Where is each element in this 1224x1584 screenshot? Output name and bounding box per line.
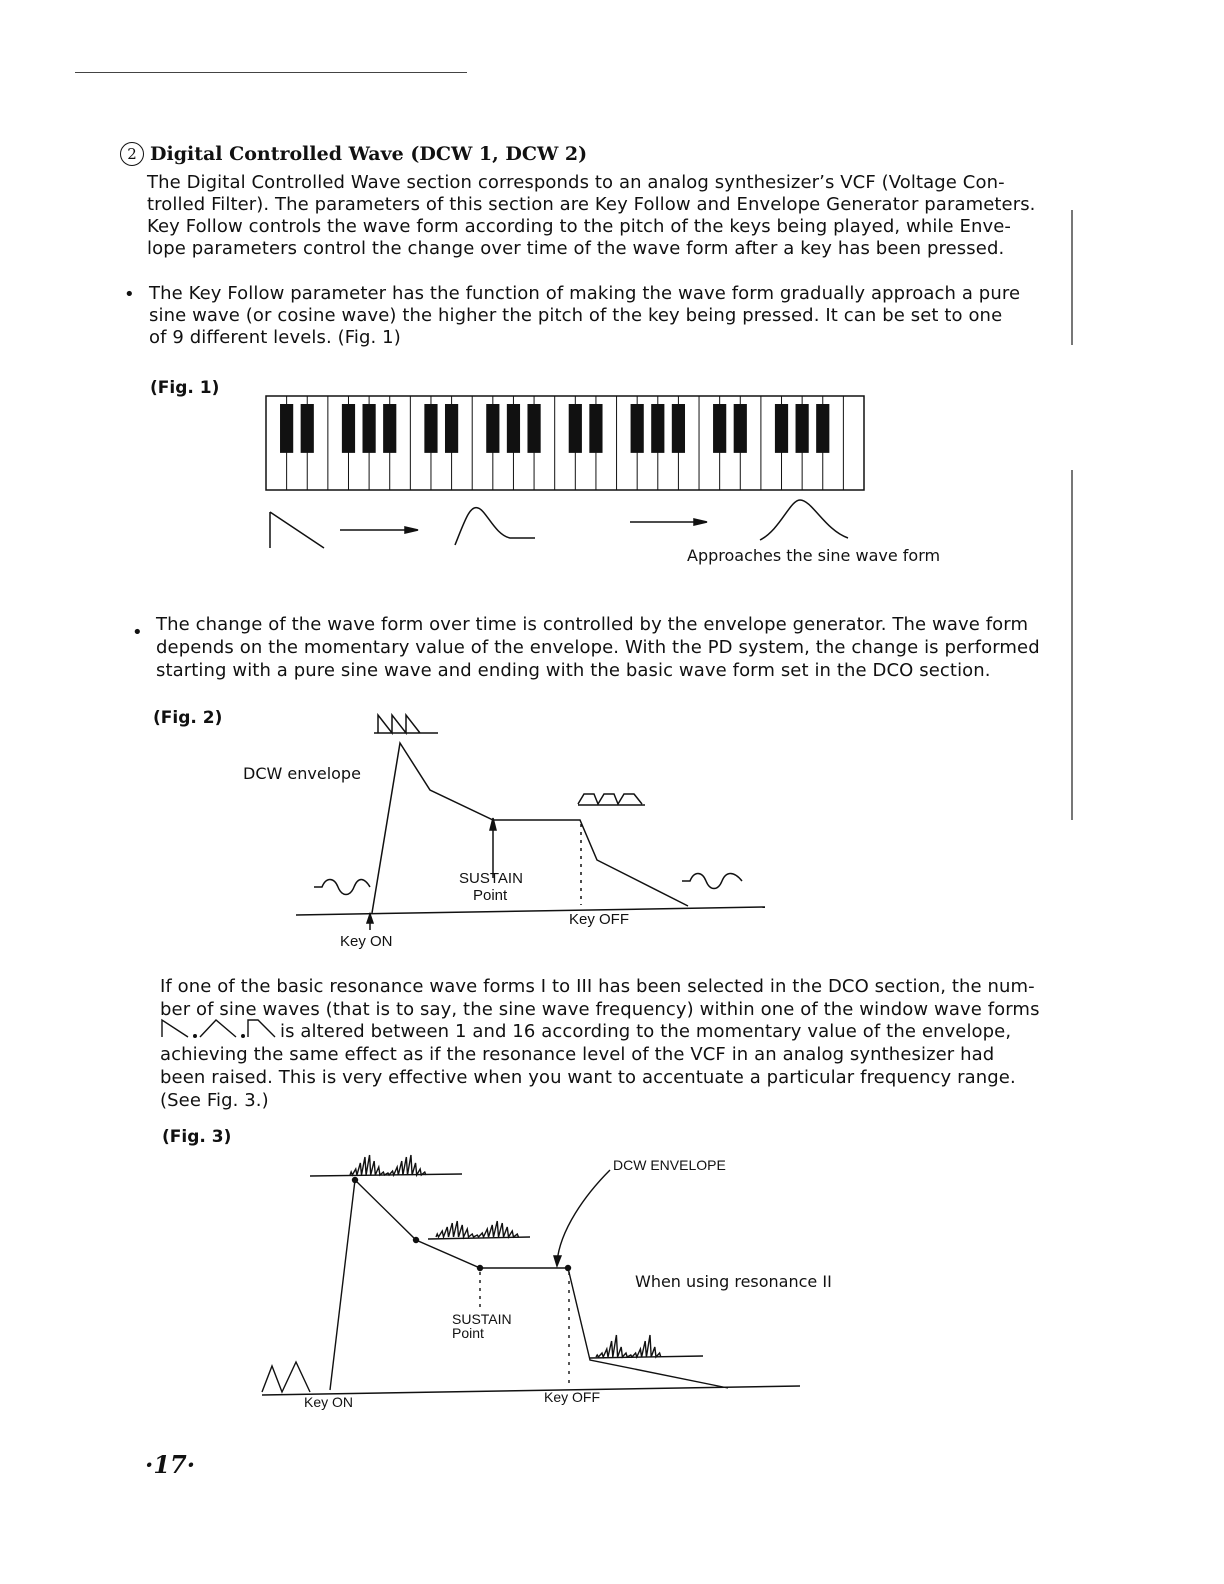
text-line: The Key Follow parameter has the function of making the wave form gradually approach a pure	[149, 283, 1021, 304]
black-key	[672, 404, 685, 453]
key-off-label: Key OFF	[544, 1389, 601, 1405]
black-key	[383, 404, 396, 453]
key-off-label: Key OFF	[569, 911, 630, 928]
sustain-label: SUSTAIN	[452, 1311, 512, 1327]
resonance-baseline	[428, 1237, 530, 1239]
page-number: ·17·	[145, 1450, 196, 1479]
sine-icon	[314, 880, 370, 895]
keyboard-frame	[266, 396, 864, 490]
figure-label: (Fig. 2)	[153, 708, 223, 728]
text-line: is altered between 1 and 16 according to the momentary value of the envelope,	[280, 1021, 1012, 1042]
text-line: been raised. This is very effective when you want to accentuate a particular frequency range.	[160, 1067, 1016, 1088]
window-wave-icon	[162, 1020, 188, 1037]
black-key	[589, 404, 602, 453]
sawtooth-icon	[374, 715, 438, 733]
fig1-caption: Approaches the sine wave form	[687, 546, 941, 565]
text-line: Key Follow controls the wave form according to the pitch of the keys being played, while Enve-	[147, 216, 1012, 237]
black-key	[816, 404, 829, 453]
black-key	[651, 404, 664, 453]
resonance-icon-mid	[436, 1221, 519, 1237]
sustain-label: Point	[452, 1325, 484, 1341]
baseline	[296, 907, 765, 915]
sine-wave	[760, 500, 848, 540]
text-line: achieving the same effect as if the resonance level of the VCF in an analog synthesizer had	[160, 1044, 995, 1065]
text-line: ber of sine waves (that is to say, the sine wave frequency) within one of the window wave forms	[160, 999, 1040, 1020]
black-key	[280, 404, 293, 453]
keyboard-illustration	[266, 396, 864, 490]
pulse-icon	[578, 794, 645, 805]
black-key	[424, 404, 437, 453]
black-key	[734, 404, 747, 453]
text-line: (See Fig. 3.)	[160, 1090, 269, 1111]
top-rule	[75, 72, 467, 73]
black-key	[445, 404, 458, 453]
black-key	[342, 404, 355, 453]
sine-icon	[682, 874, 742, 889]
black-key	[363, 404, 376, 453]
margin-mark	[1071, 470, 1073, 820]
figure-label: (Fig. 1)	[150, 378, 220, 398]
resonance-baseline	[310, 1174, 462, 1176]
fig1-waveforms	[270, 500, 848, 548]
envelope-line	[372, 743, 688, 913]
black-key	[796, 404, 809, 453]
text-line: lope parameters control the change over time of the wave form after a key has been pressed.	[147, 238, 1005, 259]
arrow-head	[405, 527, 418, 533]
margin-mark	[1071, 210, 1073, 345]
resonance-spikes	[350, 1155, 426, 1175]
text-line: starting with a pure sine wave and ending with the basic wave form set in the DCO section.	[156, 660, 991, 681]
text-line: The change of the wave form over time is controlled by the envelope generator. The wave form	[156, 614, 1029, 635]
sawtooth-wave	[270, 512, 324, 548]
text-line: of 9 different levels. (Fig. 1)	[149, 327, 401, 348]
bullet-dot: •	[124, 284, 135, 305]
section-title: Digital Controlled Wave (DCW 1, DCW 2)	[150, 143, 588, 165]
black-key	[301, 404, 314, 453]
figure-label: (Fig. 3)	[162, 1127, 232, 1147]
key-on-label: Key ON	[304, 1394, 354, 1410]
resonance-note: When using resonance II	[635, 1272, 832, 1291]
black-key	[631, 404, 644, 453]
section-number: 2	[120, 142, 144, 166]
window-wave-icon	[262, 1362, 310, 1392]
text-line: If one of the basic resonance wave forms I to III has been selected in the DCO section, the num-	[160, 976, 1035, 997]
arrow-head	[694, 519, 707, 525]
sustain-label: Point	[473, 887, 508, 904]
window-wave-icon	[248, 1020, 275, 1037]
dcw-envelope-label: DCW ENVELOPE	[613, 1157, 726, 1173]
key-on-label: Key ON	[340, 933, 393, 950]
sustain-label: SUSTAIN	[459, 870, 523, 887]
text-line: sine wave (or cosine wave) the higher the pitch of the key being pressed. It can be set to one	[149, 305, 1003, 326]
section-heading	[120, 142, 587, 166]
resonance-icon-top	[350, 1155, 426, 1175]
black-key	[775, 404, 788, 453]
black-key	[507, 404, 520, 453]
black-key	[569, 404, 582, 453]
intermediate-wave	[455, 508, 535, 545]
pointer-line	[557, 1170, 610, 1262]
resonance-spikes	[436, 1221, 519, 1237]
text-line: depends on the momentary value of the envelope. With the PD system, the change is performed	[156, 637, 1040, 658]
envelope-label: DCW envelope	[243, 764, 361, 783]
window-wave-icon	[200, 1020, 236, 1037]
black-key	[713, 404, 726, 453]
resonance-icon-low	[596, 1335, 661, 1357]
black-key	[527, 404, 540, 453]
bullet-dot: •	[132, 622, 143, 643]
text-line: The Digital Controlled Wave section corresponds to an analog synthesizer’s VCF (Voltage Con-	[147, 172, 1005, 193]
resonance-spikes	[596, 1335, 661, 1357]
text-line: trolled Filter). The parameters of this section are Key Follow and Envelope Generator parameters.	[147, 194, 1036, 215]
resonance-baseline	[590, 1356, 703, 1358]
black-key	[486, 404, 499, 453]
